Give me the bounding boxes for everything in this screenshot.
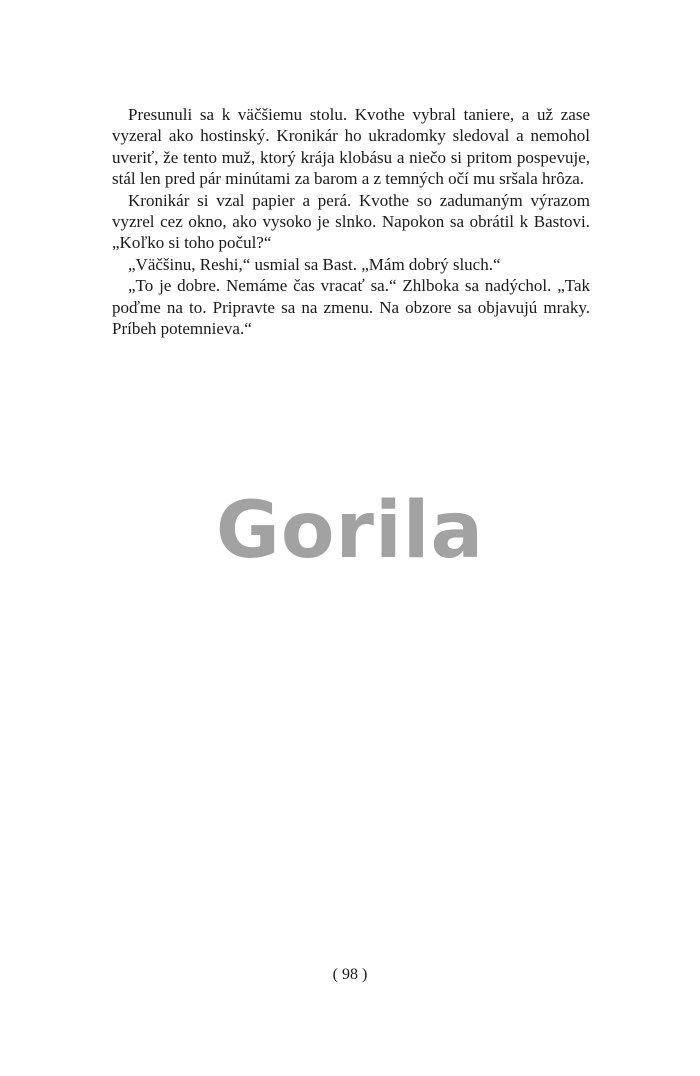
publisher-watermark: Gorila	[215, 486, 485, 576]
paragraph-4: „To je dobre. Nemáme čas vracať sa.“ Zhlboka sa nadýchol. „Tak poďme na to. Pripravte sa na zmenu. Na obzore sa objavujú mraky. Príbeh potemnieva.“	[112, 276, 590, 339]
paragraph-3: „Väčšinu, Reshi,“ usmial sa Bast. „Mám dobrý sluch.“	[128, 254, 501, 274]
paragraph-2: Kronikár si vzal papier a perá. Kvothe so zadumaným výrazom vyzrel cez okno, ako vysoko je slnko. Napokon sa obrátil k Bastovi. „Koľko si toho počul?“	[112, 190, 590, 253]
page-number: ( 98 )	[332, 966, 368, 983]
paragraph-1: Presunuli sa k väčšiemu stolu. Kvothe vybral taniere, a už zase vyzeral ako hostinský. Kronikár ho ukradomky sledoval a nemohol uveriť, že tento muž, ktorý krája klobásu a niečo si pritom pospevuje, stál len pred pár minútami za barom a z temných očí mu sršala hrôza.	[112, 105, 590, 189]
body-text	[112, 104, 590, 339]
